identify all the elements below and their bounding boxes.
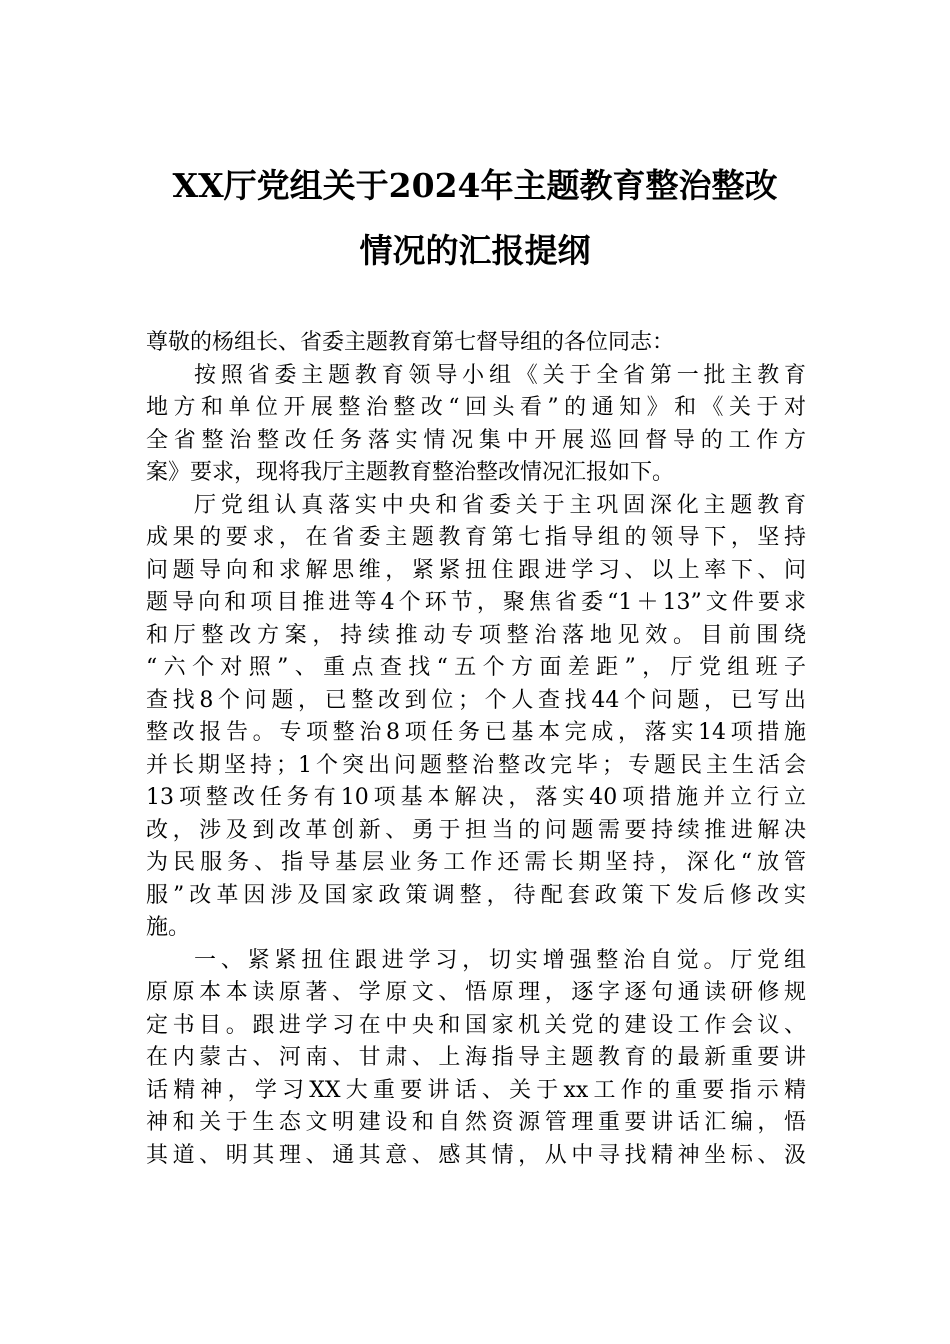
- body-text-line: 为民服务、指导基层业务工作还需长期坚持，深化“放管: [146, 850, 806, 875]
- body-text-line: 并长期坚持；1个突出问题整治整改完毕；专题民主生活会: [146, 752, 806, 778]
- body-text-line: 全省整治整改任务落实情况集中开展巡回督导的工作方: [146, 427, 806, 453]
- body-text-line: 施。: [146, 915, 191, 940]
- body-text-line: 地方和单位开展整治整改“回头看”的通知》和《关于对: [146, 395, 806, 420]
- body-text-line: 定书目。跟进学习在中央和国家机关党的建设工作会议、: [146, 1012, 806, 1038]
- body-text-line: 厅党组认真落实中央和省委关于主巩固深化主题教育: [194, 492, 806, 518]
- body-text-line: 话精神，学习XX大重要讲话、关于xx工作的重要指示精: [146, 1077, 806, 1103]
- body-text-line: 和厅整改方案，持续推动专项整治落地见效。目前围绕: [146, 622, 806, 648]
- body-text-line: 服”改革因涉及国家政策调整，待配套政策下发后修改实: [146, 882, 806, 908]
- body-text-line: 查找8个问题，已整改到位；个人查找44个问题，已写出: [146, 687, 806, 713]
- body-text-line: 一、紧紧扭住跟进学习，切实增强整治自觉。厅党组: [194, 947, 806, 973]
- body-text-line: 尊敬的杨组长、省委主题教育第七督导组的各位同志：: [146, 330, 675, 355]
- body-text-line: 问题导向和求解思维，紧紧扭住跟进学习、以上率下、问: [146, 557, 806, 583]
- body-text-line: “六个对照”、重点查找“五个方面差距”，厅党组班子: [146, 655, 806, 680]
- document-body: [146, 327, 806, 1172]
- body-text-line: 在内蒙古、河南、甘肃、上海指导主题教育的最新重要讲: [146, 1045, 806, 1070]
- body-text-line: 改，涉及到改革创新、勇于担当的问题需要持续推进解决: [146, 817, 806, 843]
- document-title-line-1: XX厅党组关于2024年主题教育整治整改: [172, 166, 778, 205]
- document-title-line-2: 情况的汇报提纲: [359, 231, 591, 270]
- body-text-line: 神和关于生态文明建设和自然资源管理重要讲话汇编，悟: [146, 1110, 806, 1135]
- body-text-line: 成果的要求，在省委主题教育第七指导组的领导下，坚持: [146, 525, 806, 550]
- body-text-line: 13项整改任务有10项基本解决，落实40项措施并立行立: [146, 785, 806, 810]
- body-text-line: 题导向和项目推进等4个环节，聚焦省委“1＋13”文件要求: [146, 590, 806, 615]
- body-text-line: 其道、明其理、通其意、感其情，从中寻找精神坐标、汲: [146, 1142, 806, 1168]
- body-text-line: 按照省委主题教育领导小组《关于全省第一批主教育: [194, 362, 806, 388]
- body-text-line: 整改报告。专项整治8项任务已基本完成，落实14项措施: [146, 720, 806, 745]
- body-text-line: 原原本本读原著、学原文、悟原理，逐字逐句通读研修规: [146, 980, 806, 1005]
- body-text-line: 案》要求，现将我厅主题教育整治整改情况汇报如下。: [146, 460, 675, 485]
